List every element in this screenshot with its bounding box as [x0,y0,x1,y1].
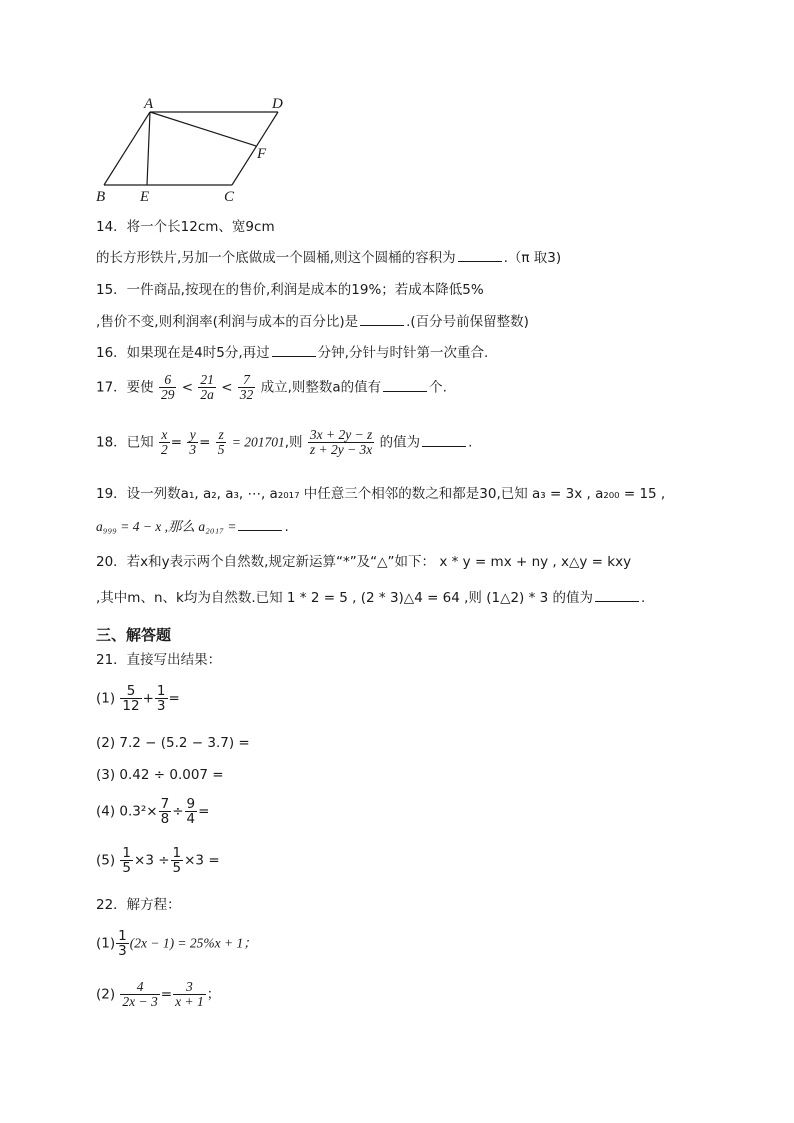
q21-p1-a-num: 5 [126,683,136,699]
q22-p1-label: (1) [96,935,116,952]
q15-line2 [96,313,529,330]
q18-frac-y [187,428,198,457]
q21-p5-frac-a [120,846,133,875]
q18-expr-den: z + 2y − 3x [309,442,373,458]
q19-text-a: a₉₉₉ = 4 − x ,那么 a₂₀₁₇ = [96,519,237,534]
q21-p1-op: + [142,690,154,707]
q17-line [96,373,447,402]
q19-answer-blank[interactable] [238,518,282,531]
q17-answer-blank[interactable] [383,379,427,392]
q18-frac-x [159,428,170,457]
q22-part2 [96,980,220,1009]
q21-p5-mid: ×3 ÷ [134,852,170,869]
q18-answer-blank[interactable] [422,434,466,447]
q14-line2 [96,249,561,266]
q18-eq-value: = 201701 [231,434,285,450]
q18-x-num: x [161,427,168,442]
q17-f2-den: 2a [200,387,214,403]
q21-p4-frac-a [159,797,172,826]
q16-answer-blank[interactable] [272,344,316,357]
q21-part5 [96,846,220,875]
q22-p1-rest: (2x − 1) = 25%x + 1； [129,935,257,951]
q20-line1: 20．若x和y表示两个自然数,规定新运算“*”及“△”如下： x * y = mx + ny , x△y = kxy [96,554,632,570]
label-C: C [224,189,235,205]
q21-p4-label: (4) 0.3²× [96,803,158,820]
q17-f3-num: 7 [243,372,250,387]
q22-title: 22．解方程： [96,897,181,913]
q18-text-b: ,则 [284,434,303,451]
q22-p1-num: 1 [118,928,127,944]
q19-line2 [96,518,289,535]
q18-line: 18．已知 $\frac{x}{2}$ = $\frac{y}{3}$ = $\frac{z}{5}$ = 201701,则 $\frac{3x + 2y - z}{z + 2y - 3x}$ 的值为 . [96,427,473,458]
q21-p4-eq: = [198,803,210,820]
q17-f1-den: 29 [160,387,175,403]
q16-text-b: 分钟,分针与时针第一次重合. [317,345,489,361]
q14-text-b: .（π 取3) [503,250,562,266]
q20-answer-blank[interactable] [595,589,639,602]
q22-p2-b-num: 3 [186,979,193,994]
q22-p1-frac [116,929,129,958]
q20-line2 [96,589,645,606]
q17-lt-2: < [221,379,233,396]
q21-p1-b-den: 3 [156,698,166,715]
q22-p2-a-num: 4 [136,979,144,994]
label-E: E [140,189,150,205]
q21-p5-b-den: 5 [172,860,182,877]
q17-fraction-2 [198,373,216,402]
q18-x-den: 2 [160,442,168,458]
q22-p2-a-den: 2x − 3 [122,994,158,1010]
q17-fraction-1 [159,373,177,402]
q18-text-c: 的值为 [379,434,421,451]
q18-frac-z [216,428,227,457]
segment-AB [104,112,150,185]
q21-p1-eq: = [168,690,180,707]
q15-text-b: .(百分号前保留整数) [406,314,529,330]
q22-p2-frac-a [120,980,159,1009]
q22-p2-frac-b [173,980,206,1009]
q21-p5-label: (5) [96,852,116,869]
q21-part3: (3) 0.42 ÷ 0.007 = [96,767,224,783]
label-B: B [96,189,106,205]
q21-part4 [96,797,209,826]
q15-line1: 15．一件商品,按现在的售价,利润是成本的19%；若成本降低5% [96,282,484,298]
q15-answer-blank[interactable] [360,313,404,326]
label-F: F [257,146,267,162]
q21-p5-a-num: 1 [122,845,132,861]
q22-p2-eq: = [160,986,173,1003]
q17-lt-1: < [181,379,194,396]
q18-z-num: z [218,427,224,442]
q21-p1-a-den: 12 [122,698,140,715]
q21-p4-b-num: 9 [186,796,196,812]
q14-line1: 14．将一个长12cm、宽9cm [96,219,275,235]
label-D: D [272,96,283,112]
q18-expr-num: 3x + 2y − z [309,427,373,442]
q17-text-b: 成立,则整数a的值有 [260,379,382,396]
q21-p5-a-den: 5 [122,860,132,877]
q21-p1-frac-b [155,684,168,713]
section-heading: 三、解答题 [96,626,172,644]
segment-AF [150,112,256,146]
q17-text-a: 17．要使 [96,379,154,396]
q17-f2-num: 21 [200,372,214,387]
q22-p2-end: ； [206,986,221,1003]
segment-AE [147,112,150,185]
q18-frac-expr [308,428,374,457]
q22-p2-b-den: x + 1 [175,994,204,1010]
q21-part1 [96,684,180,713]
q19-line1: 19．设一列数a₁, a₂, a₃, ⋯, a₂₀₁₇ 中任意三个相邻的数之和都是30,已知 a₃ = 3x , a₂₀₀ = 15 , [96,486,666,502]
q20-text-a: ,其中m、n、k均为自然数.已知 1 * 2 = 5 , (2 * 3)△4 = 64 ,则 (1△2) * 3 的值为 [96,590,594,606]
q22-p2-label: (2) [96,986,116,1003]
q14-text-a: 的长方形铁片,另加一个底做成一个圆桶,则这个圆桶的容积为 [96,250,456,266]
q21-p1-frac-a [120,684,141,713]
q21-p1-b-num: 1 [156,683,166,699]
q21-title: 21．直接写出结果： [96,652,222,668]
q21-p5-b-num: 1 [172,845,182,861]
label-A: A [144,96,154,112]
q17-fraction-3 [238,373,256,402]
q21-p5-end: ×3 = [184,852,220,869]
q15-text-a: ,售价不变,则利润率(利润与成本的百分比)是 [96,314,359,330]
q19-text-b: . [284,519,289,535]
q21-p1-label: (1) [96,690,116,707]
q18-text-d: . [468,434,473,451]
q18-z-den: 5 [217,442,225,458]
q21-p4-b-den: 4 [186,811,196,828]
q21-p4-a-den: 8 [160,811,170,828]
q22-part1 [96,929,257,958]
parallelogram-figure [90,92,300,207]
q22-p1-den: 3 [118,943,127,960]
q18-y-den: 3 [189,442,197,458]
q21-p4-op: ÷ [172,803,184,820]
q14-answer-blank[interactable] [458,249,502,262]
q21-p5-frac-b [171,846,184,875]
q21-p4-a-num: 7 [160,796,170,812]
q16-line [96,344,488,361]
q17-f3-den: 32 [239,387,254,403]
q21-p4-frac-b [185,797,198,826]
segment-DC [232,112,278,185]
q20-text-b: . [641,590,646,606]
q16-text-a: 16．如果现在是4时5分,再过 [96,345,270,361]
q17-text-c: 个. [429,379,447,396]
q18-y-num: y [189,427,196,442]
q18-text-a: 18．已知 [96,434,154,451]
q21-part2: (2) 7.2 − (5.2 − 3.7) = [96,735,250,751]
q17-f1-num: 6 [164,372,172,387]
